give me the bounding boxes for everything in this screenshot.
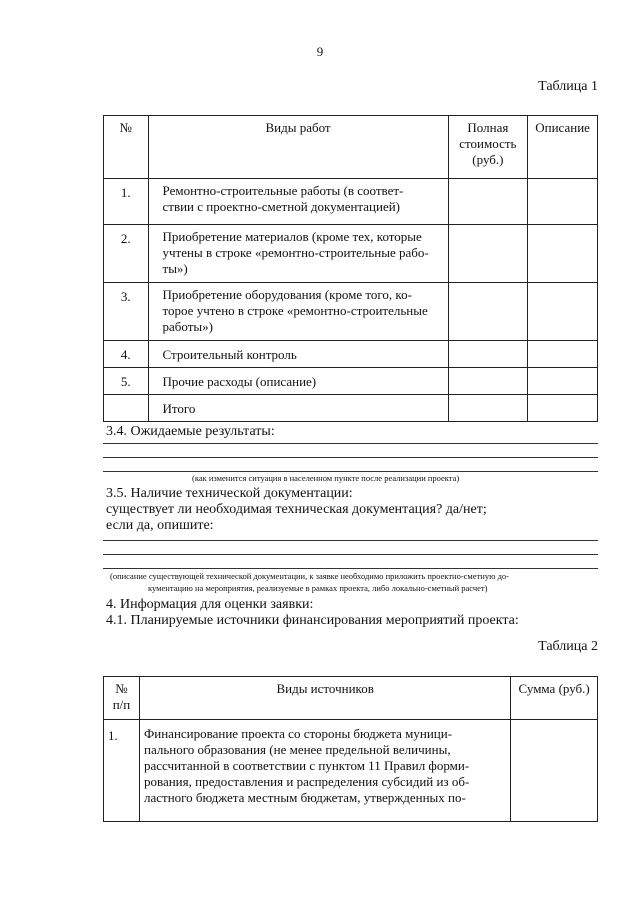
table-row [104,225,598,283]
cost-cell[interactable] [448,225,528,283]
source-line: рования, предоставления и распределения субсидий из об- [143,774,470,789]
work-line: Ремонтно-строительные работы (в соответ- [162,183,404,198]
work-line: Приобретение оборудования (кроме того, ко- [162,287,412,302]
cost-cell[interactable] [448,179,528,225]
work-line: учтены в строке «ремонтно-строительные рабо- [162,245,429,260]
answer-line[interactable] [103,471,598,472]
table2-header-row [104,677,598,720]
answer-line[interactable] [103,540,598,541]
source-line: рассчитанной в соответствии с пунктом 11 Правил форми- [143,758,470,773]
section-3-5-describe: если да, опишите: [106,518,214,533]
cost-cell[interactable] [448,283,528,341]
work-line: торое учтено в строке «ремонтно-строительные [162,303,428,318]
col-desc-header: Описание [528,116,598,179]
work-line: ты») [162,261,188,276]
work-line: Прочие расходы (описание) [162,374,317,389]
section-4-title: 4. Информация для оценки заявки: [106,597,314,612]
table-row [104,720,598,822]
work-line: Приобретение материалов (кроме тех, которые [162,229,422,244]
table1-header-row [104,116,598,179]
row-number: 1. [104,179,149,225]
row-number: 1. [104,720,140,822]
cost-cell[interactable] [448,368,528,395]
cost-header-line2: стоимость [459,136,517,151]
section-3-5-note-line2: кументацию на мероприятия, реализуемые в рамках проекта, либо локально-сметный расчет) [148,583,488,593]
section-3-4-note: (как изменится ситуация в населенном пункте после реализации проекта) [192,473,460,483]
col-source-header: Виды источников [139,677,510,720]
col-no-header: № [104,116,149,179]
row-number [104,395,149,422]
sum-cell[interactable] [511,720,598,822]
answer-line[interactable] [103,554,598,555]
cost-header-line3: (руб.) [472,152,504,167]
total-desc-cell[interactable] [528,395,598,422]
desc-cell[interactable] [528,283,598,341]
page-number: 9 [316,44,324,59]
row-number: 3. [104,283,149,341]
work-cell [148,368,448,395]
section-3-5-question: существует ли необходимая техническая документация? да/нет; [106,502,487,517]
funding-sources-table [103,676,598,822]
total-cost-cell[interactable] [448,395,528,422]
table2-caption: Таблица 2 [538,639,598,654]
col-cost-header [448,116,528,179]
table-row [104,341,598,368]
col-work-header: Виды работ [148,116,448,179]
table-row [104,368,598,395]
work-cell [148,283,448,341]
no-header-line1: № [115,681,128,696]
work-cell [148,179,448,225]
desc-cell[interactable] [528,225,598,283]
total-label: Итого [162,401,196,416]
desc-cell[interactable] [528,368,598,395]
source-cell [139,720,510,822]
answer-line[interactable] [103,443,598,444]
table-row [104,283,598,341]
work-cell [148,395,448,422]
work-line: ствии с проектно-сметной документацией) [162,199,401,214]
row-number: 5. [104,368,149,395]
section-3-4-title: 3.4. Ожидаемые результаты: [106,424,275,439]
work-cell [148,341,448,368]
source-line: Финансирование проекта со стороны бюджета муници- [143,726,453,741]
answer-line[interactable] [103,457,598,458]
cost-header-line1: Полная [467,120,509,135]
section-3-5-note-line1: (описание существующей технической документации, к заявке необходимо приложить проектно-сметную до- [110,571,509,581]
col-sum-header: Сумма (руб.) [511,677,598,720]
table1-caption: Таблица 1 [538,79,598,94]
cost-cell[interactable] [448,341,528,368]
source-line: пального образования (не менее предельной величины, [143,742,451,757]
desc-cell[interactable] [528,341,598,368]
work-line: работы») [162,319,213,334]
section-3-5-title: 3.5. Наличие технической документации: [106,486,353,501]
no-header-line2: п/п [112,697,131,712]
row-number: 4. [104,341,149,368]
works-table [103,115,598,422]
answer-line[interactable] [103,568,598,569]
table-row-total [104,395,598,422]
desc-cell[interactable] [528,179,598,225]
work-line: Строительный контроль [162,347,297,362]
source-line: ластного бюджета местным бюджетам, утвержденных по- [143,790,466,805]
row-number: 2. [104,225,149,283]
work-cell [148,225,448,283]
section-4-1-title: 4.1. Планируемые источники финансирования мероприятий проекта: [106,613,519,628]
table-row [104,179,598,225]
col-no-header [104,677,140,720]
